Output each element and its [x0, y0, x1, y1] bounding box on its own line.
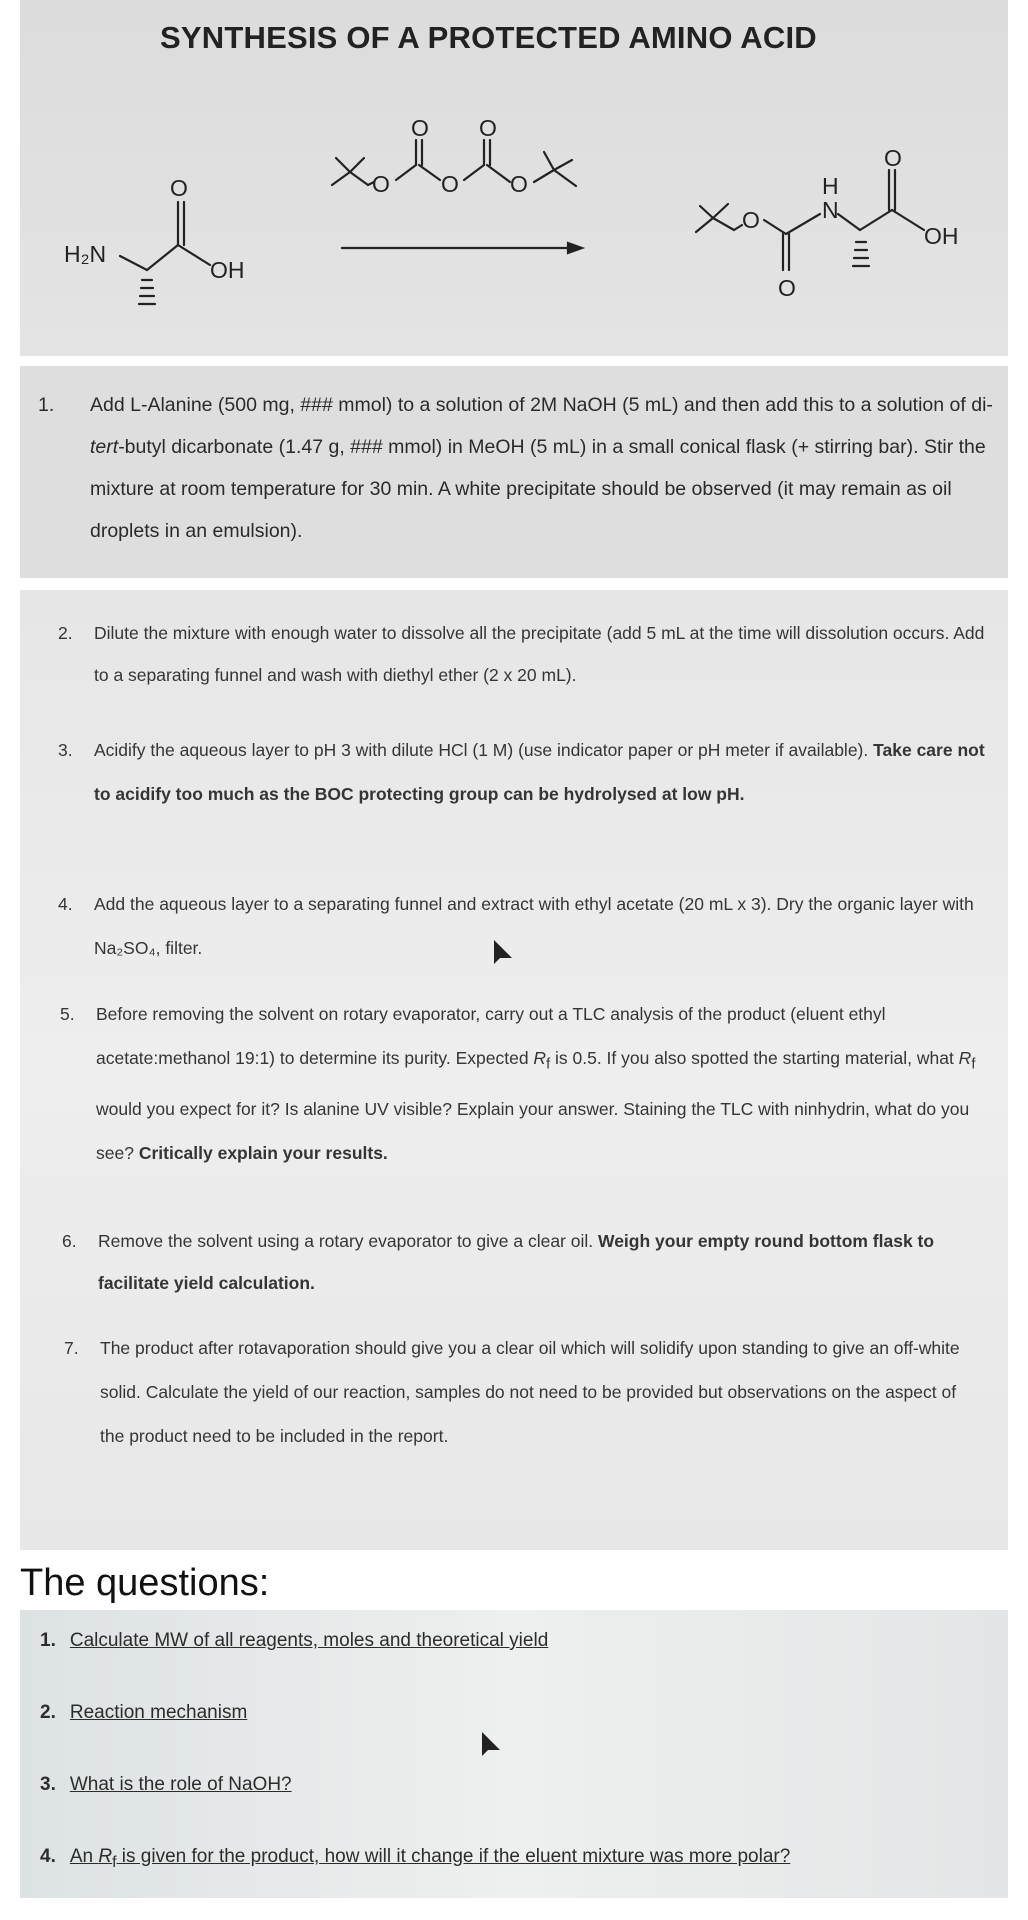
- step-text: would you expect for it? Is alanine UV visible? Explain your answer. Staining the TLC with ninhydrin, what do you see?: [96, 1098, 970, 1163]
- title-panel: [20, 0, 1008, 356]
- ester-oxygen-label: O: [510, 171, 528, 197]
- question-number: 3.: [40, 1774, 56, 1795]
- bridging-oxygen-label: O: [441, 171, 459, 197]
- rf-symbol: R: [98, 1846, 113, 1867]
- question-text: Reaction mechanism: [69, 1702, 248, 1723]
- questions-heading: The questions:: [20, 1562, 270, 1604]
- boc-alanine-structure: [696, 170, 924, 270]
- question-text: An: [69, 1846, 99, 1867]
- step-text: -butyl dicarbonate (1.47 g, ### mmol) in MeOH (5 mL) in a small conical flask (+ stirring bar). Stir the mixture at room temperature for 30 min. A white precipitate should be observed (it may remain as oil droplets in an emulsion).: [90, 436, 986, 542]
- ester-oxygen-label: O: [742, 207, 760, 233]
- step-2: [58, 612, 988, 696]
- reaction-scheme: [20, 110, 1008, 350]
- step-text: Before removing the solvent on rotary evaporator, carry out a TLC analysis of the product (eluent ethyl acetate:methanol 19:1) to determine its purity. Expected: [96, 1004, 886, 1068]
- step-text: Add the aqueous layer to a separating funnel and extract with ethyl acetate (20 mL x 3). Dry the organic layer with Na₂SO₄, filter.: [94, 894, 974, 958]
- question-number: 2.: [40, 1702, 56, 1723]
- question-4: [40, 1846, 790, 1872]
- step-number: 5.: [60, 1004, 75, 1024]
- carbonyl-oxygen-label: O: [411, 115, 429, 141]
- step-number: 7.: [64, 1338, 79, 1358]
- step-emphasis-text: Weigh your empty round bottom flask to facilitate yield calculation.: [98, 1231, 935, 1293]
- question-2: [40, 1702, 247, 1724]
- step-number: 3.: [58, 740, 73, 760]
- rf-symbol: R: [533, 1048, 547, 1068]
- step-number: 1.: [38, 394, 55, 416]
- step-number: 4.: [58, 894, 73, 914]
- question-text: is given for the product, how will it change if the eluent mixture was more polar?: [116, 1846, 791, 1867]
- page-title: SYNTHESIS OF A PROTECTED AMINO ACID: [160, 20, 817, 55]
- step-number: 2.: [58, 623, 73, 643]
- question-number: 4.: [40, 1846, 56, 1867]
- carbonyl-oxygen-label: O: [479, 115, 497, 141]
- rf-subscript: f: [546, 1056, 551, 1073]
- hydroxyl-label: OH: [210, 257, 245, 283]
- step-text: The product after rotavaporation should give you a clear oil which will solidify upon standing to give an off-white solid. Calculate the yield of our reaction, samples do not need to be provided but observations on the aspect of the product need to be included in the report.: [100, 1338, 960, 1446]
- step-3: [58, 728, 988, 816]
- rf-subscript: f: [971, 1056, 976, 1073]
- steps-panel: [20, 590, 1008, 1550]
- carbonyl-oxygen-label: O: [170, 175, 188, 201]
- step-5: [60, 992, 990, 1175]
- hydroxyl-label: OH: [924, 223, 959, 249]
- step-1: [38, 384, 1000, 552]
- mouse-cursor-icon: [490, 938, 520, 968]
- question-number: 1.: [40, 1630, 56, 1651]
- alanine-structure: [120, 202, 210, 304]
- rf-subscript: f: [112, 1853, 117, 1871]
- step-text: is 0.5. If you also spotted the starting material, what: [550, 1048, 959, 1068]
- carbonyl-oxygen-label: O: [778, 275, 796, 301]
- question-1: [40, 1630, 548, 1652]
- step-7: [64, 1326, 984, 1458]
- question-text: Calculate MW of all reagents, moles and theoretical yield: [69, 1630, 549, 1651]
- nh-nitrogen-label: N: [822, 197, 839, 223]
- step1-panel: [20, 366, 1008, 578]
- step-number: 6.: [62, 1231, 77, 1251]
- step-text: Remove the solvent using a rotary evaporator to give a clear oil.: [98, 1231, 594, 1251]
- amine-label: H₂N: [64, 241, 107, 267]
- rf-symbol: R: [958, 1048, 972, 1068]
- mouse-cursor-icon: [478, 1730, 508, 1760]
- step-4: [58, 882, 988, 970]
- step-italic-text: tert: [90, 436, 119, 458]
- step-6: [62, 1220, 992, 1304]
- question-text: What is the role of NaOH?: [69, 1774, 292, 1795]
- question-3: [40, 1774, 292, 1796]
- step-text: Add L-Alanine (500 mg, ### mmol) to a solution of 2M NaOH (5 mL) and then add this to a solution of di-: [90, 394, 993, 416]
- nh-hydrogen-label: H: [822, 173, 839, 199]
- step-text: Dilute the mixture with enough water to dissolve all the precipitate (add 5 mL at the time will dissolution occurs. Add to a separating funnel and wash with diethyl ether (2 x 20 mL).: [94, 623, 985, 685]
- step-text: Acidify the aqueous layer to pH 3 with dilute HCl (1 M) (use indicator paper or pH meter if available).: [94, 740, 869, 760]
- step-emphasis-text: Critically explain your results.: [138, 1142, 388, 1163]
- ester-oxygen-label: O: [372, 171, 390, 197]
- questions-panel: [20, 1610, 1008, 1898]
- step-warning-text: Take care not to acidify too much as the BOC protecting group can be hydrolysed at low pH.: [94, 740, 985, 804]
- carbonyl-oxygen-label: O: [884, 145, 902, 171]
